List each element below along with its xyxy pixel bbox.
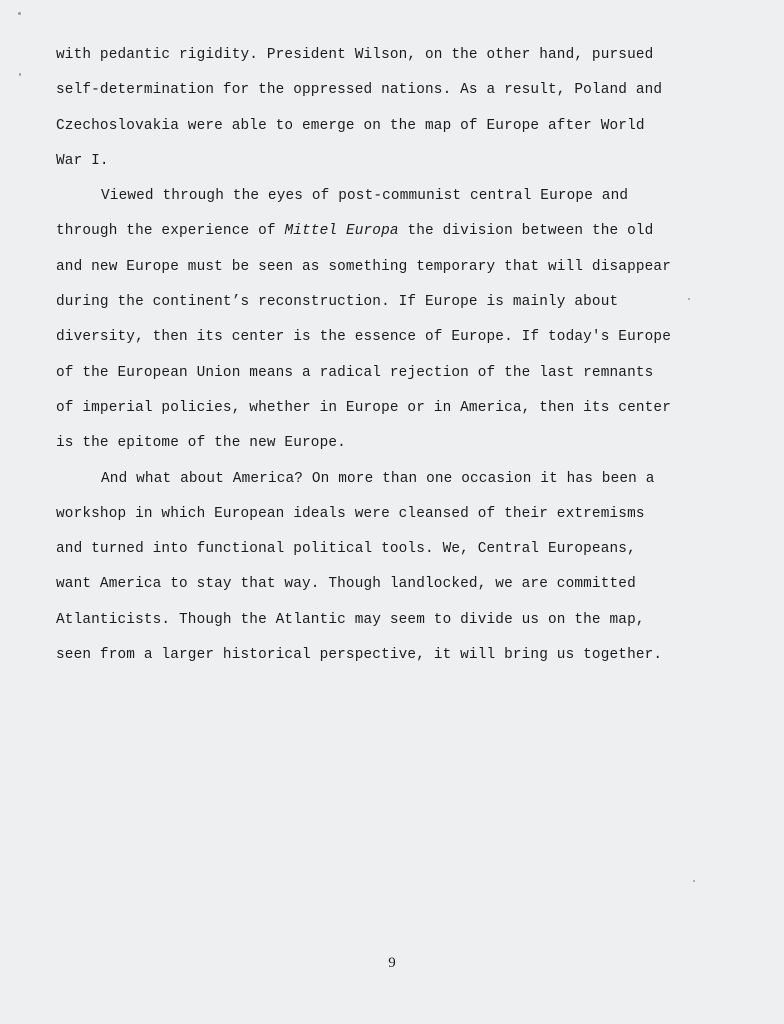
text-line: diversity, then its center is the essence of Europe. If today's Europe	[56, 329, 672, 346]
text-line: Viewed through the eyes of post-communist central Europe and	[101, 188, 629, 205]
text-line: of imperial policies, whether in Europe or in America, then its center	[56, 399, 672, 416]
paragraph-3	[56, 462, 746, 674]
italic-term: Mittel Europa	[284, 223, 399, 240]
text-line: And what about America? On more than one occasion it has been a	[101, 470, 655, 487]
text-line: self-determination for the oppressed nations. As a result, Poland and	[56, 82, 663, 99]
text-line: with pedantic rigidity. President Wilson, on the other hand, pursued	[56, 47, 654, 63]
text-line: Czechoslovakia were able to emerge on the map of Europe after World	[56, 117, 645, 134]
text-line: and turned into functional political tools. We, Central Europeans,	[56, 541, 636, 558]
text-line: want America to stay that way. Though landlocked, we are committed	[56, 576, 636, 593]
text-line: during the continent’s reconstruction. If Europe is mainly about	[56, 294, 619, 311]
scan-speck	[693, 880, 695, 882]
scan-speck	[18, 12, 21, 15]
text-line: Atlanticists. Though the Atlantic may seem to divide us on the map,	[56, 611, 645, 628]
text-line: War I.	[56, 152, 109, 169]
text-line: and new Europe must be seen as something temporary that will disappear	[56, 258, 672, 275]
page-number: 9	[388, 955, 396, 971]
text-line: workshop in which European ideals were cleansed of their extremisms	[56, 505, 645, 522]
body-text	[56, 38, 746, 673]
text-line: seen from a larger historical perspective, it will bring us together.	[56, 647, 663, 664]
text-fragment: through the experience of	[56, 223, 285, 240]
text-fragment: the division between the old	[398, 223, 654, 240]
paragraph-2	[56, 179, 746, 461]
paragraph-1	[56, 38, 746, 179]
scan-speck	[19, 73, 21, 76]
text-line: is the epitome of the new Europe.	[56, 435, 346, 452]
text-line	[56, 214, 746, 249]
text-line: of the European Union means a radical rejection of the last remnants	[56, 364, 654, 381]
